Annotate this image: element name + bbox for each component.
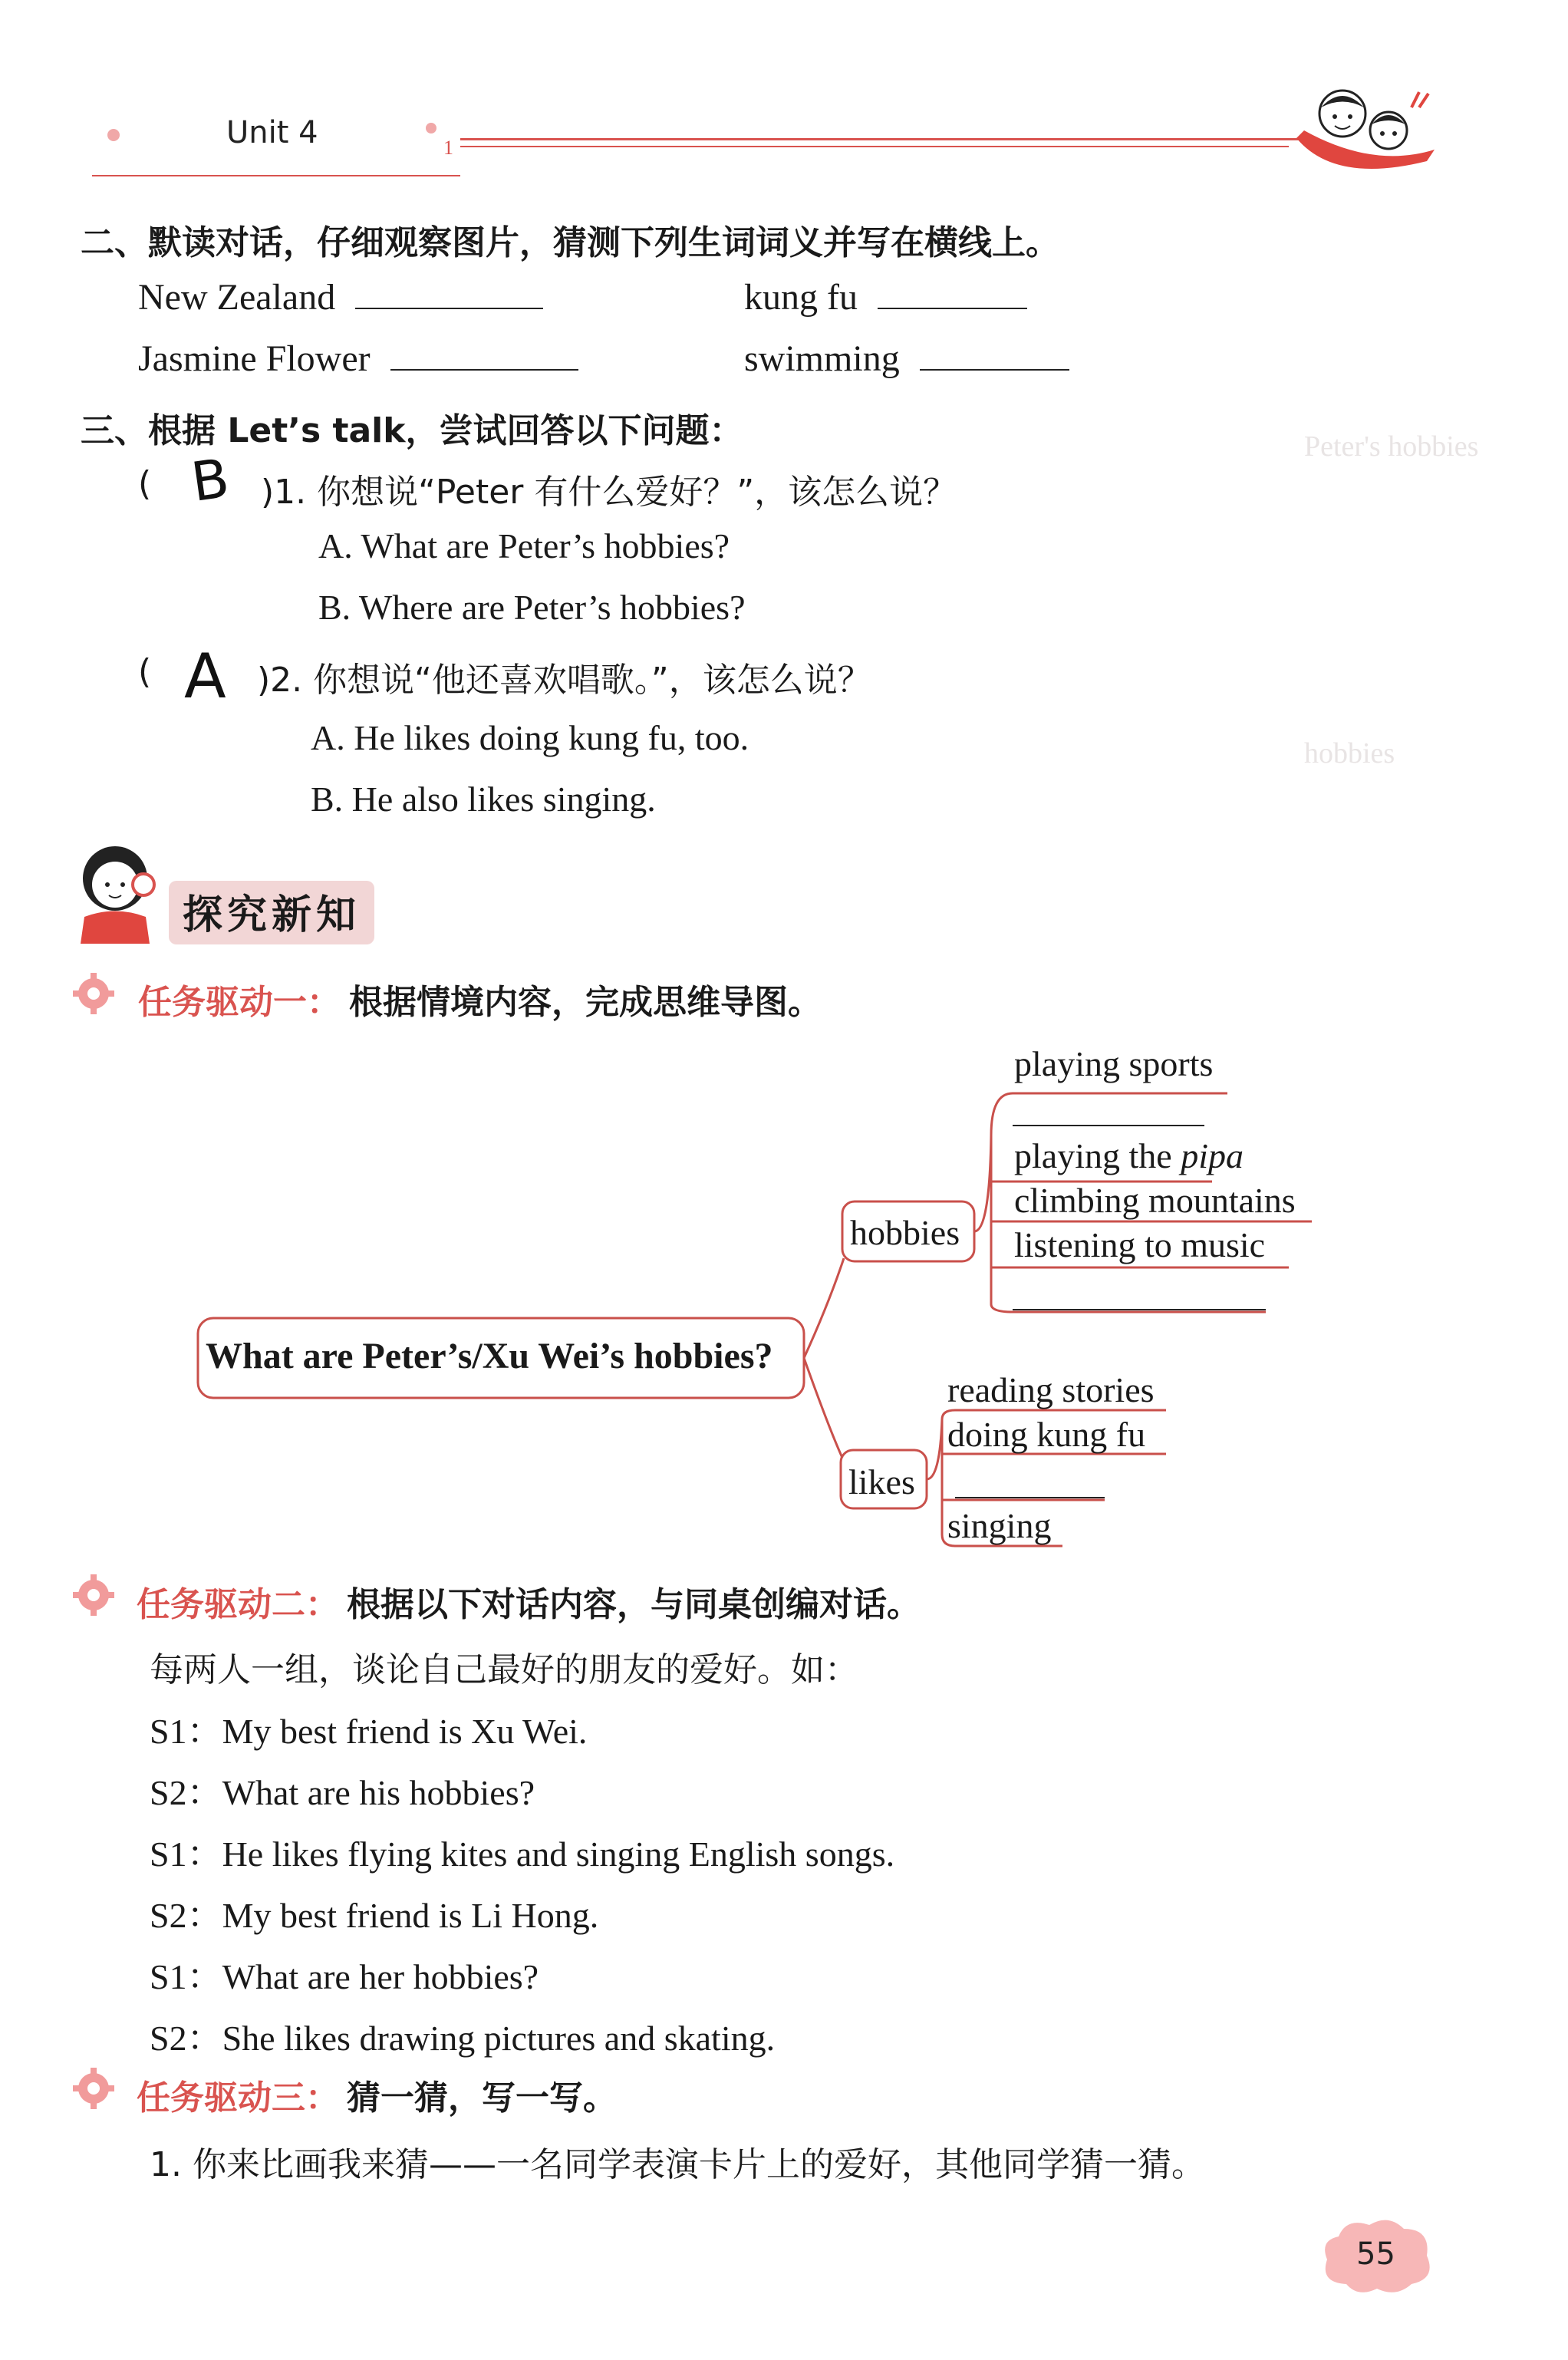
dialogue-line: S2：My best friend is Li Hong. [150,1896,599,1935]
task2-text: 根据以下对话内容，与同桌创编对话。 [347,1585,921,1624]
gear-icon [73,2068,114,2109]
task2-label: 任务驱动二： [137,1585,339,1624]
page-number: 55 [1356,2236,1395,2272]
q2-paren-open: ( [138,652,152,691]
q1-handwritten-answer: B [187,447,233,514]
gear-icon [73,1574,114,1616]
q2-option-b: B. He also likes singing. [311,780,656,819]
q2-stem: )2. 你想说“他还喜欢唱歌。”，该怎么说？ [257,661,871,700]
word-label: Jasmine Flower [138,338,371,379]
mindmap-like-item: doing kung fu [947,1415,1146,1454]
dialogue-line: S1：What are her hobbies? [150,1957,539,1996]
q2-handwritten-answer: A [184,641,226,712]
mindmap-hobby-item [1014,1136,1244,1176]
mindmap-like-blank[interactable] [955,1467,1105,1496]
q1-stem: )1. 你想说“Peter 有什么爱好？”，该怎么说？ [261,473,957,512]
explore-title: 探究新知 [169,881,374,944]
mindmap-hobbies-node: hobbies [850,1213,960,1252]
header-page-mark: 1 [443,137,453,159]
q2-option-a: A. He likes doing kung fu, too. [311,718,749,757]
task1-text: 根据情境内容，完成思维导图。 [349,983,822,1022]
mindmap-hobby-item: listening to music [1014,1225,1266,1264]
dialogue-line: S2：She likes drawing pictures and skating. [150,2019,776,2058]
task3-item1: 1. 你来比画我来猜——一名同学表演卡片上的爱好，其他同学猜一猜。 [150,2145,1205,2184]
task3-label: 任务驱动三： [137,2078,339,2118]
section2-title: 二、默读对话，仔细观察图片，猜测下列生词词义并写在横线上。 [81,223,1059,262]
word-label: swimming [744,338,900,379]
header-unit: Unit 4 [226,115,318,150]
section3-title: 三、根据 Let’s talk，尝试回答以下问题： [81,411,743,450]
task1-label: 任务驱动一： [138,983,341,1022]
mindmap-hobby-text: playing the [1014,1136,1172,1175]
dialogue-line: S1：He likes flying kites and singing English songs. [150,1834,895,1874]
q1-paren-open: ( [138,464,152,503]
task3-text: 猜一猜，写一写。 [347,2078,617,2118]
mindmap-likes-node: likes [848,1462,915,1501]
mindmap-center: What are Peter’s/Xu Wei’s hobbies? [206,1336,773,1376]
word-label: kung fu [744,277,858,318]
word-label: New Zealand [138,277,336,318]
mindmap-hobby-blank[interactable] [1013,1280,1266,1309]
dialogue-line: S1：My best friend is Xu Wei. [150,1712,588,1751]
q1-option-b: B. Where are Peter’s hobbies? [318,588,746,627]
mindmap-hobby-item: playing sports [1014,1044,1214,1083]
q1-option-a: A. What are Peter’s hobbies? [318,526,730,565]
dialogue-line: S2：What are his hobbies? [150,1773,535,1812]
mindmap-like-item: singing [947,1506,1052,1545]
task2-intro: 每两人一组，谈论自己最好的朋友的爱好。如： [150,1650,858,1689]
mindmap-hobby-item: climbing mountains [1014,1181,1296,1220]
mindmap-hobby-blank[interactable] [1013,1097,1204,1126]
mindmap-like-item: reading stories [947,1370,1155,1409]
mindmap-hobby-italic: pipa [1181,1136,1244,1175]
bleed-line: hobbies [1304,737,1395,770]
bleed-line: Peter's hobbies [1304,430,1479,463]
